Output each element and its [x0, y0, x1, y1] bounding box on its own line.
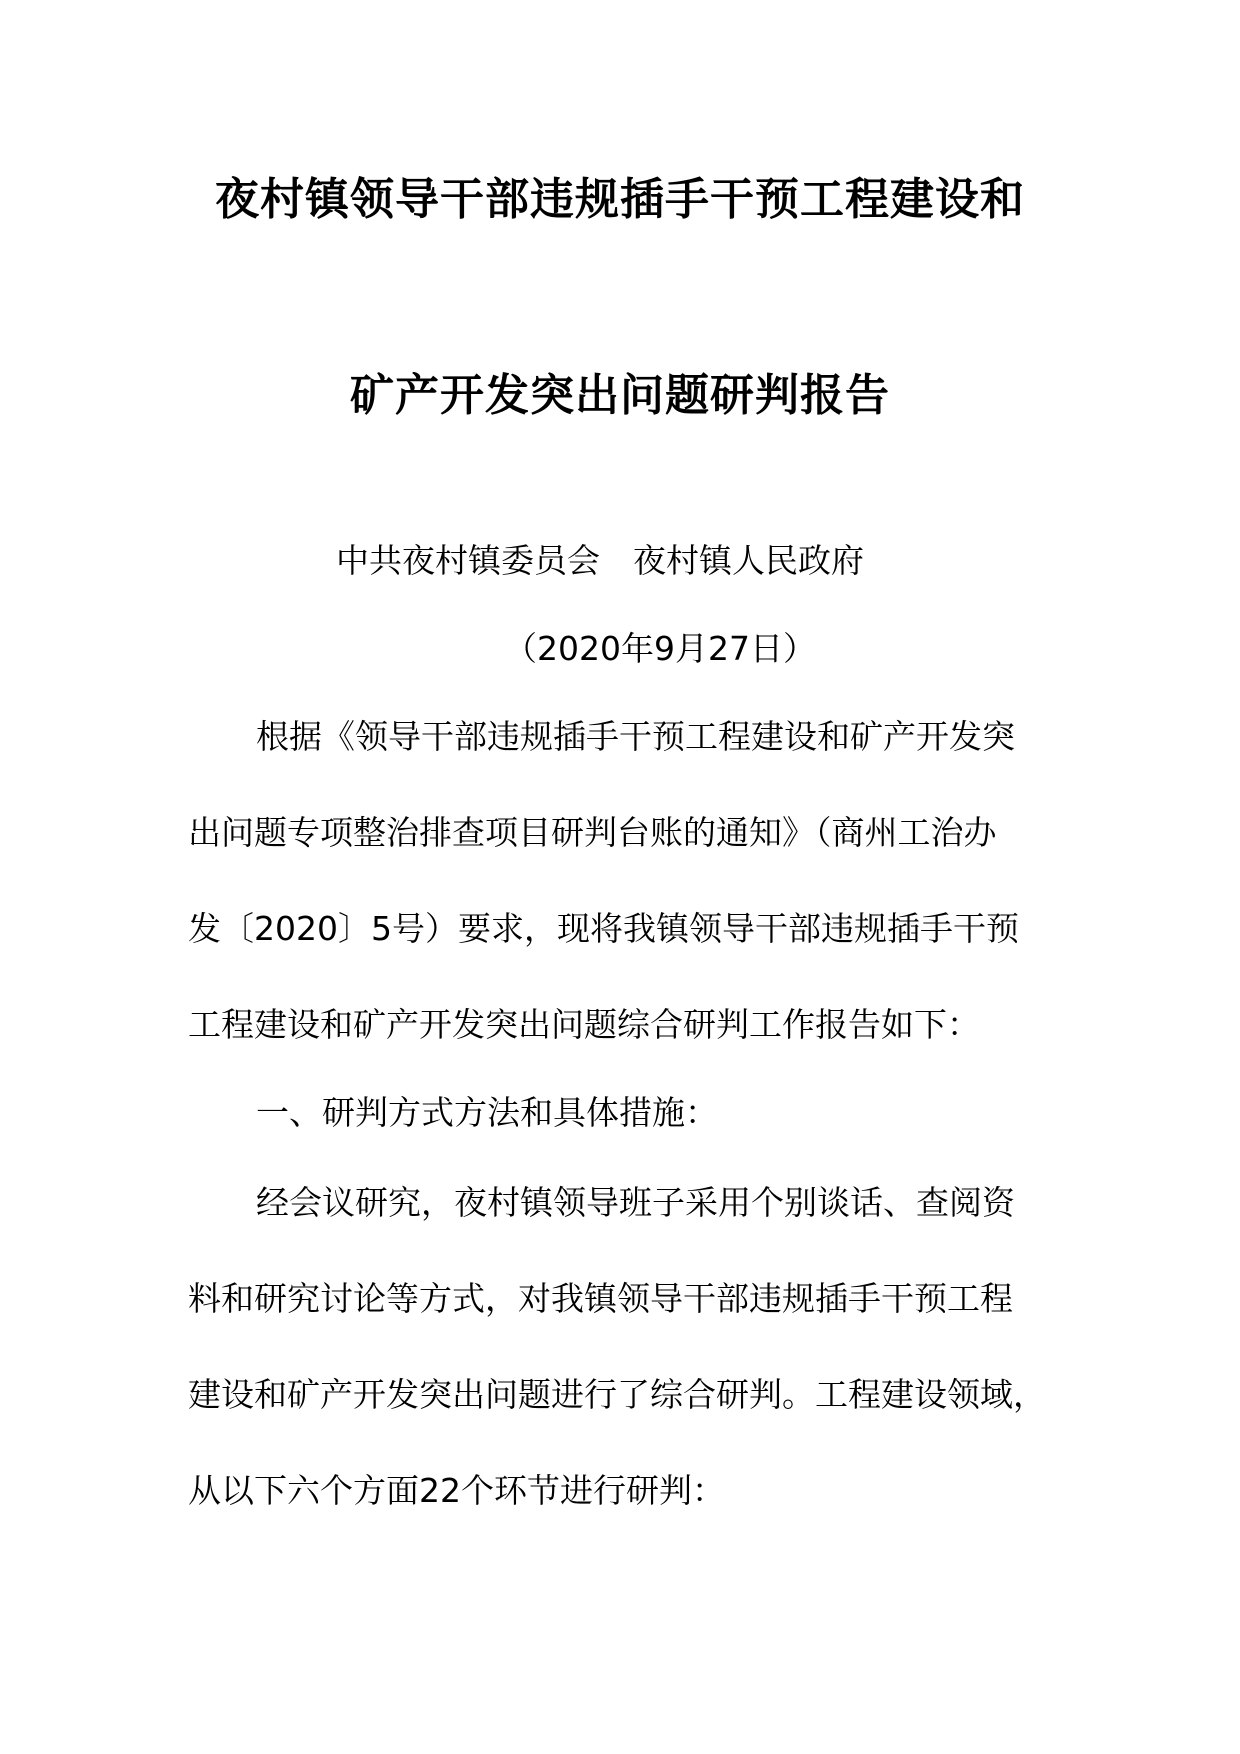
issuer-line: 中共夜村镇委员会 夜村镇人民政府 — [336, 541, 864, 580]
body-line-3: 发〔2020〕5号）要求，现将我镇领导干部违规插手干预 — [188, 909, 1019, 948]
body-line-6: 经会议研究，夜村镇领导班子采用个别谈话、查阅资 — [256, 1183, 1015, 1222]
body-line-1: 根据《领导干部违规插手干预工程建设和矿产开发突 — [256, 717, 1015, 756]
date-line: （2020年9月27日） — [504, 629, 816, 668]
body-line-4: 工程建设和矿产开发突出问题综合研判工作报告如下： — [188, 1005, 980, 1044]
body-line-7: 料和研究讨论等方式，对我镇领导干部违规插手干预工程 — [188, 1279, 1013, 1318]
section-heading-1: 一、研判方式方法和具体措施： — [256, 1093, 718, 1132]
title-line-1: 夜村镇领导干部违规插手干预工程建设和 — [215, 174, 1025, 225]
body-line-2: 出问题专项整治排查项目研判台账的通知》（商州工治办 — [188, 813, 997, 852]
title-line-2: 矿产开发突出问题研判报告 — [350, 370, 890, 421]
body-line-8: 建设和矿产开发突出问题进行了综合研判。工程建设领域， — [188, 1375, 1046, 1414]
body-line-9: 从以下六个方面22个环节进行研判： — [188, 1471, 725, 1510]
